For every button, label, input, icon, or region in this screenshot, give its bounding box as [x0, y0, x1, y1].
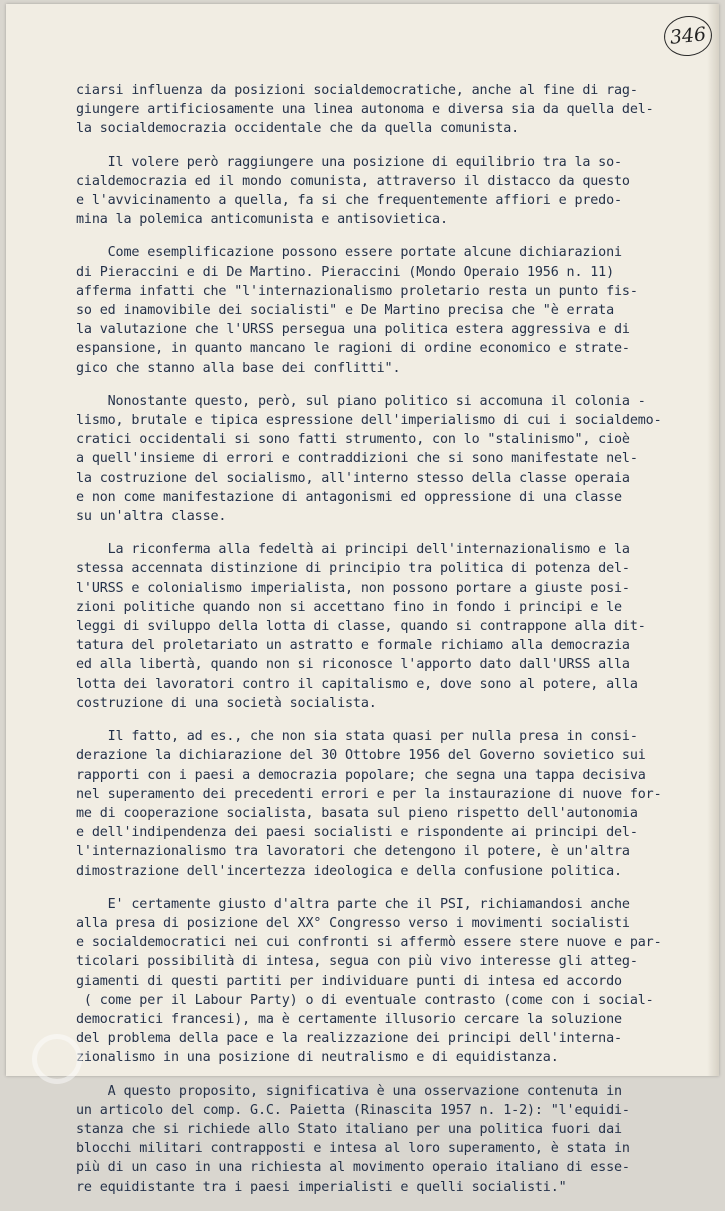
text-line: La riconferma alla fedeltà ai principi dell'internazionalismo e la — [76, 542, 630, 558]
text-line: cialdemocrazia ed il mondo comunista, attraverso il distacco da questo — [76, 173, 630, 189]
text-line: ( come per il Labour Party) o di eventuale contrasto (come con i social- — [76, 992, 654, 1008]
text-line: so ed inamovibile dei socialisti" e De Martino precisa che "è errata — [76, 303, 615, 319]
text-line: stanza che si richiede allo Stato italiano per una politica fuori dai — [76, 1121, 622, 1137]
text-line: giungere artificiosamente una linea autonoma e diversa sia da quella del- — [76, 102, 654, 118]
text-line: l'URSS e colonialismo imperialista, non possono portare a giuste posi- — [76, 580, 630, 596]
text-line: del problema della pace e la realizzazione dei principi dell'interna- — [76, 1031, 622, 1047]
paragraph — [76, 727, 712, 881]
text-line: più di un caso in una richiesta al movimento operaio italiano di esse- — [76, 1160, 630, 1176]
paragraph — [76, 1082, 712, 1197]
text-line: e socialdemocratici nei cui confronti si affermò essere stere nuove e par- — [76, 935, 662, 951]
text-line: dimostrazione dell'incertezza ideologica e della confusione politica. — [76, 863, 622, 879]
text-line: giamenti di questi partiti per individuare punti di intesa ed accordo — [76, 973, 622, 989]
paragraph — [76, 392, 712, 526]
text-line: la valutazione che l'URSS persegua una politica estera aggressiva e di — [76, 322, 630, 338]
text-line: ciarsi influenza da posizioni socialdemocratiche, anche al fine di rag- — [76, 83, 638, 98]
text-line: su un'altra classe. — [76, 509, 227, 525]
paragraph — [76, 540, 712, 713]
text-line: mina la polemica anticomunista e antisovietica. — [76, 212, 448, 228]
text-line: di Pieraccini e di De Martino. Pieraccini (Mondo Operaio 1956 n. 11) — [76, 264, 615, 280]
text-line: zioni politiche quando non si accettano fino in fondo i principi e le — [76, 599, 622, 615]
paragraph — [76, 243, 712, 377]
text-line: cratici occidentali si sono fatti strumento, con lo "stalinismo", cioè — [76, 432, 630, 448]
text-line: e dell'indipendenza dei paesi socialisti e rispondente ai principi del- — [76, 825, 638, 841]
text-line: a quell'insieme di errori e contraddizioni che si sono manifestate nel- — [76, 451, 638, 467]
text-line: A questo proposito, significativa è una osservazione contenuta in — [76, 1083, 622, 1099]
handwritten-page-number: 346 — [662, 14, 714, 59]
text-line: Il fatto, ad es., che non sia stata quasi per nulla presa in consi- — [76, 729, 638, 745]
text-line: ticolari possibilità di intesa, segua con più vivo interesse gli atteg- — [76, 954, 638, 970]
text-line: Come esemplificazione possono essere portate alcune dichiarazioni — [76, 245, 622, 261]
text-line: derazione la dichiarazione del 30 Ottobre 1956 del Governo sovietico sui — [76, 748, 646, 764]
text-line: Il volere però raggiungere una posizione di equilibrio tra la so- — [76, 154, 622, 170]
watermark-logo-icon — [32, 1034, 82, 1084]
text-line: espansione, in quanto mancano le ragioni di ordine economico e strate- — [76, 341, 630, 357]
text-line: nel superamento dei precedenti errori e per la instaurazione di nuove for- — [76, 786, 662, 802]
paragraph — [76, 81, 712, 139]
text-line: tatura del proletariato un astratto e formale richiamo alla democrazia — [76, 638, 630, 654]
text-line: e l'avvicinamento a quella, fa si che frequentemente affiori e predo- — [76, 193, 622, 209]
text-line: lotta dei lavoratori contro il capitalismo e, dove sono al potere, alla — [76, 676, 638, 692]
text-line: lismo, brutale e tipica espressione dell'imperialismo di cui i socialdemo- — [76, 413, 662, 429]
text-line: un articolo del comp. G.C. Paietta (Rinascita 1957 n. 1-2): "l'equidi- — [76, 1102, 630, 1118]
text-line: gico che stanno alla base dei conflitti". — [76, 360, 401, 376]
text-line: afferma infatti che "l'internazionalismo proletario resta un punto fis- — [76, 283, 638, 299]
text-line: rapporti con i paesi a democrazia popolare; che segna una tappa decisiva — [76, 767, 646, 783]
text-line: leggi di sviluppo della lotta di classe, quando si contrappone alla dit- — [76, 619, 646, 635]
text-line: democratici francesi), ma è certamente illusorio cercare la soluzione — [76, 1011, 622, 1027]
text-line: stessa accennata distinzione di principio tra politica di potenza del- — [76, 561, 630, 577]
paragraph — [76, 153, 712, 230]
text-line: costruzione di una società socialista. — [76, 695, 377, 711]
text-line: alla presa di posizione del XX° Congresso verso i movimenti socialisti — [76, 915, 630, 931]
text-line: blocchi militari contrapposti e intesa al loro superamento, è stata in — [76, 1141, 630, 1157]
text-line: l'internazionalismo tra lavoratori che detengono il potere, è un'altra — [76, 844, 630, 860]
document-page — [6, 4, 719, 1195]
text-line: la socialdemocrazia occidentale che da quella comunista. — [76, 121, 520, 137]
text-line: zionalismo in una posizione di neutralismo e di equidistanza. — [76, 1050, 559, 1066]
text-line: re equidistante tra i paesi imperialisti e quelli socialisti." — [76, 1179, 567, 1195]
text-line: ed alla libertà, quando non si riconosce l'apporto dato dall'URSS alla — [76, 657, 630, 673]
text-line: me di cooperazione socialista, basata sul pieno rispetto dell'autonomia — [76, 805, 638, 821]
typewritten-body — [76, 81, 712, 1211]
paragraph — [76, 895, 712, 1068]
text-line: Nonostante questo, però, sul piano politico si accomuna il colonia - — [76, 393, 646, 409]
text-line: e non come manifestazione di antagonismi ed oppressione di una classe — [76, 489, 622, 505]
text-line: E' certamente giusto d'altra parte che il PSI, richiamandosi anche — [76, 896, 630, 912]
text-line: la costruzione del socialismo, all'interno stesso della classe operaia — [76, 470, 630, 486]
